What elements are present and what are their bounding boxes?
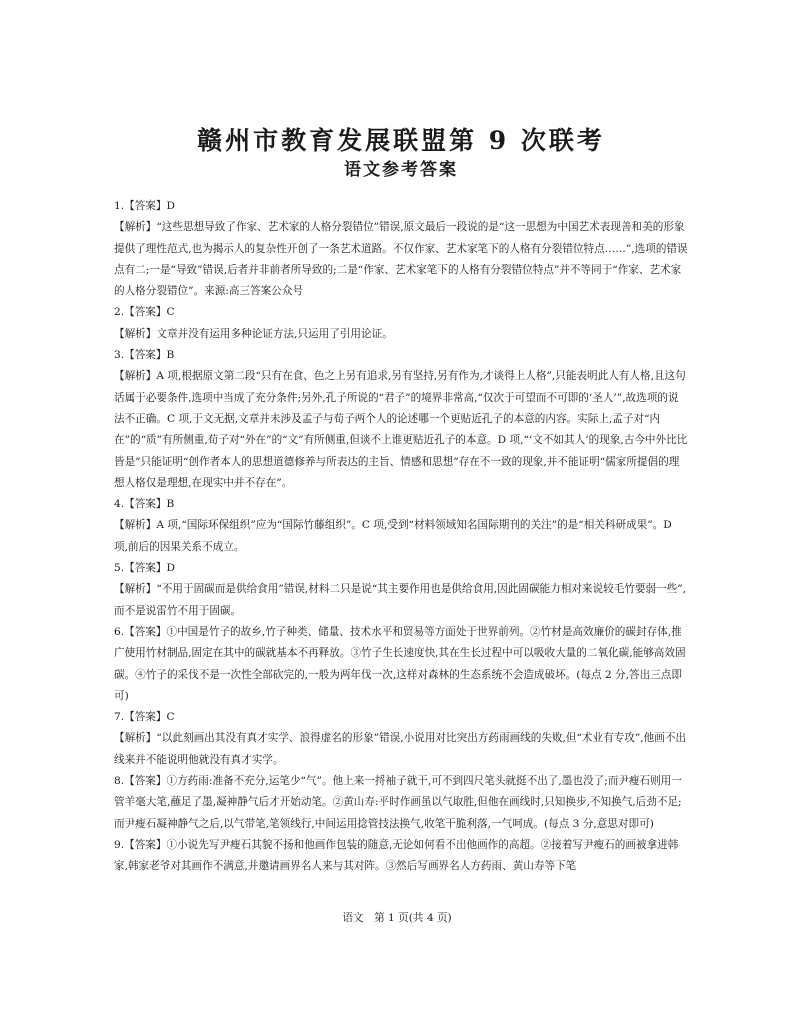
answer-line: 9.【答案】①小说先写尹瘦石其貌不扬和他画作包装的随意,无论如何看不出他画作的高超。②接着写尹瘦石的画被拿进韩家,韩家老爷对其画作不满意,并邀请画界名人来与其对阵。③然后写画界名人方药雨、黄山寿等下笔	[114, 838, 679, 873]
document-title: 赣州市教育发展联盟第 9 次联考	[197, 126, 605, 155]
question-2	[114, 302, 688, 345]
answer-line: 3.【答案】B	[114, 349, 175, 362]
analysis-text: 【解析】“以此刻画出其没有真才实学、浪得虚名的形象”错误,小说用对比突出方药雨画线的失败,但“术业有专攻”,他画不出线来并不能说明他就没有真才实学。	[114, 732, 687, 766]
answer-line: 4.【答案】B	[114, 498, 175, 511]
answer-line: 2.【答案】C	[114, 306, 175, 319]
question-9	[114, 835, 688, 878]
analysis-text: 【解析】“不用于固碳而是供给食用”错误,材料二只是说“其主要作用也是供给食用,因此固碳能力相对来说较毛竹要弱一些”,而不是说雷竹不用于固碳。	[114, 583, 687, 617]
question-1	[114, 196, 688, 302]
question-3	[114, 345, 688, 494]
question-4	[114, 494, 688, 558]
analysis-text: 【解析】“这些思想导致了作家、艺术家的人格分裂错位”错误,原文最后一段说的是“这一思想为中国艺术表现善和美的形象提供了理性范式,也为揭示人的复杂性开创了一条艺术道路。不仅作家、艺术家笔下的人格有分裂错位特点……”,选项的错误点有二;一是“导致”错误,后者并非前者所导致的;二是“作家、艺术家笔下的人格有分裂错位特点”并不等同于“作家、艺术家的人格分裂错位”。来源:高三答案公众号	[114, 221, 688, 298]
page-footer: 语文 第 1 页(共 4 页)	[342, 912, 452, 924]
analysis-text: 【解析】A 项,根据原文第二段“只有在食、色之上另有追求,另有坚持,另有作为,才谈得上人格”,只能表明此人有人格,且这句话属于必要条件,选项中当成了充分条件;另外,孔子所说的“君子”的境界非常高,“仅次于可望而不可即的‘圣人’”,故选项的说法不正确。C 项,于文无据,文章并未涉及孟子与荀子两个人的论述哪一个更贴近孔子的本意的内容。实际上,孟子对“内在”的“质”有所侧重,荀子对“外在”的“文”有所侧重,但谈不上谁更贴近孔子的本意。D 项,“‘文不如其人’的现象,古今中外比比皆是”只能证明“创作者本人的思想道德修养与所表达的主旨、情感和思想”存在不一致的现象,并不能证明“儒家所提倡的理想人格仅是理想,在现实中并不存在”。	[114, 370, 688, 489]
question-5	[114, 558, 688, 622]
answer-line: 1.【答案】D	[114, 200, 175, 212]
answer-line: 6.【答案】①中国是竹子的故乡,竹子种类、储量、技术水平和贸易等方面处于世界前列。②竹材是高效廉价的碳封存体,推广使用竹材制品,固定在其中的碳就基本不再释放。③竹子生长速度快,其在生长过程中可以吸收大量的二氧化碳,能够高效固碳。④竹子的采伐不是一次性全部砍完的,一般为两年伐一次,这样对森林的生态系统不会造成破坏。(每点 2 分,答出三点即可)	[114, 625, 686, 702]
question-8	[114, 771, 688, 835]
question-6	[114, 622, 688, 707]
answer-line: 8.【答案】①方药雨:准备不充分,运笔少“气”。他上来一捋袖子就干,可不到四尺笔头就挺不出了,墨也没了;而尹瘦石则用一管羊毫大笔,蘸足了墨,凝神静气后才开始动笔。②黄山寿:平时作画虽以气取胜,但他在画线时,只知换步,不知换气,后劲不足;而尹瘦石凝神静气之后,以气带笔,笔领线行,中间运用捻管技法换气,收笔干脆利落,一气呵成。(每点 3 分,意思对即可)	[114, 775, 682, 830]
answer-list	[114, 196, 688, 878]
analysis-text: 【解析】文章并没有运用多种论证方法,只运用了引用论证。	[114, 327, 393, 340]
document-subtitle: 语文参考答案	[344, 160, 458, 180]
analysis-text: 【解析】A 项,“国际环保组织”应为“国际竹藤组织”。C 项,受到“材料领域知名国际期刊的关注”的是“相关科研成果”。D 项,前后的因果关系不成立。	[114, 519, 672, 553]
question-7	[114, 707, 688, 771]
answer-line: 5.【答案】D	[114, 562, 175, 575]
answer-line: 7.【答案】C	[114, 711, 175, 724]
